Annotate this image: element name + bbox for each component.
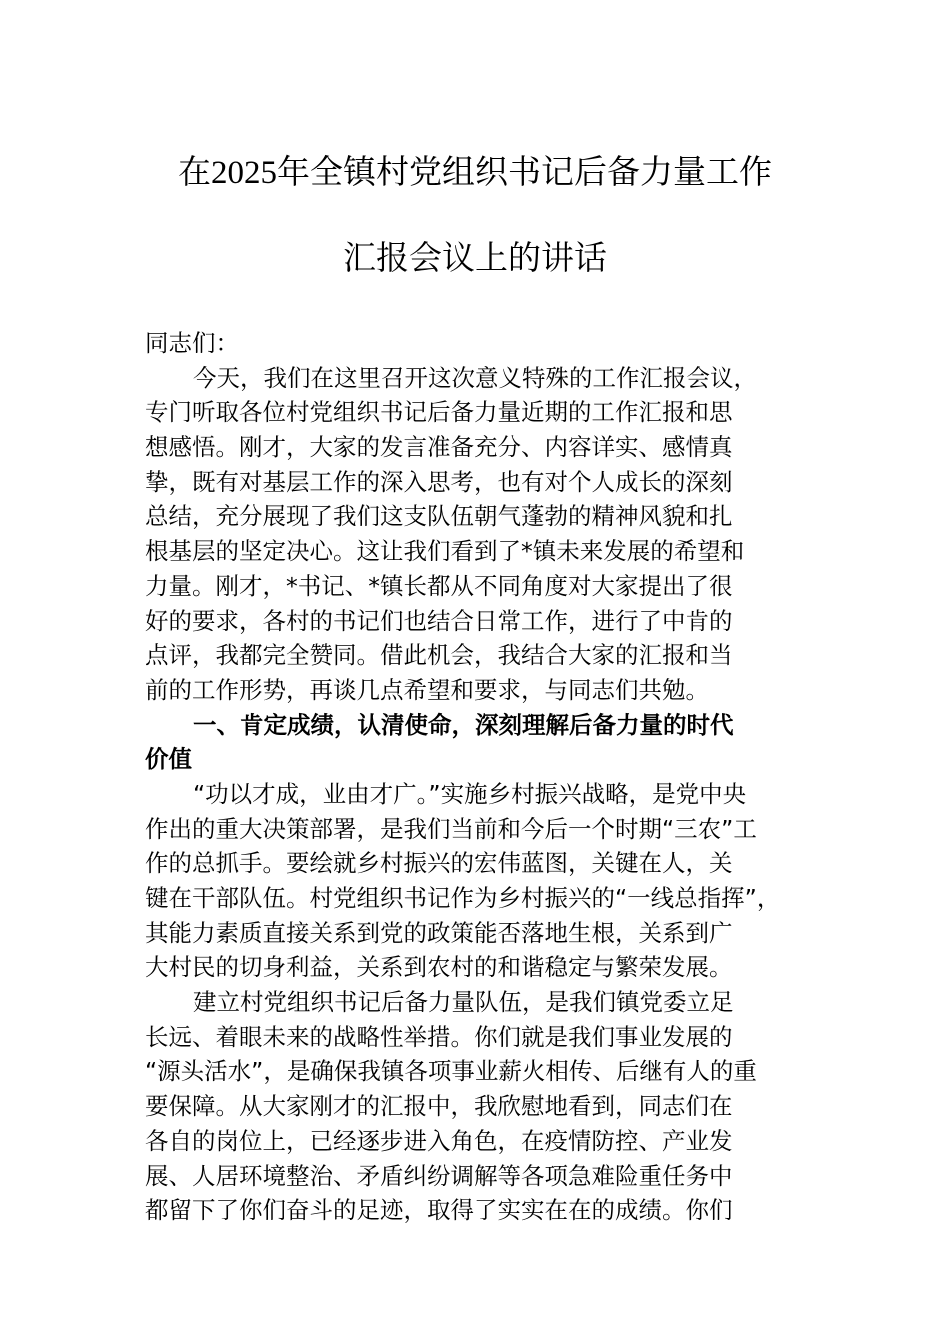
text-line: 展、人居环境整治、矛盾纠纷调解等各项急难险重任务中 bbox=[145, 1161, 733, 1190]
text-line: 长远、着眼未来的战略性举措。你们就是我们事业发展的 bbox=[145, 1022, 733, 1051]
paragraph-2 bbox=[145, 777, 825, 985]
text-line: 要保障。从大家刚才的汇报中，我欣慰地看到，同志们在 bbox=[145, 1092, 733, 1121]
text-line: 今天，我们在这里召开这次意义特殊的工作汇报会议， bbox=[193, 363, 757, 392]
document-title-line-2: 汇报会议上的讲话 bbox=[343, 238, 607, 277]
paragraph-3 bbox=[145, 985, 825, 1228]
paragraph-1 bbox=[145, 361, 825, 708]
title-suffix: 年全镇村党组织书记后备力量工作 bbox=[277, 152, 772, 191]
document-body bbox=[145, 326, 825, 1228]
text-line: “功以才成，业由才广。”实施乡村振兴战略，是党中央 bbox=[193, 779, 747, 808]
title-prefix: 在 bbox=[178, 152, 211, 191]
text-line: 大村民的切身利益，关系到农村的和谐稳定与繁荣发展。 bbox=[145, 953, 733, 982]
text-line: 建立村党组织书记后备力量队伍，是我们镇党委立足 bbox=[193, 988, 734, 1017]
text-line: 键在干部队伍。村党组织书记作为乡村振兴的“一线总指挥”， bbox=[145, 884, 781, 912]
text-line: 各自的岗位上，已经逐步进入角色，在疫情防控、产业发 bbox=[145, 1126, 733, 1155]
text-line: 好的要求，各村的书记们也结合日常工作，进行了中肯的 bbox=[145, 606, 733, 635]
text-line: 作出的重大决策部署，是我们当前和今后一个时期“三农”工 bbox=[145, 814, 757, 843]
section-1-heading bbox=[145, 708, 825, 777]
text-line: 总结，充分展现了我们这支队伍朝气蓬勃的精神风貌和扎 bbox=[145, 502, 733, 531]
text-line: 想感悟。刚才，大家的发言准备充分、内容详实、感情真 bbox=[145, 433, 733, 462]
text-line: 专门听取各位村党组织书记后备力量近期的工作汇报和思 bbox=[145, 398, 733, 427]
text-line: “源头活水”，是确保我镇各项事业薪火相传、后继有人的重 bbox=[145, 1057, 757, 1086]
document-title-line-1 bbox=[0, 150, 950, 195]
salutation: 同志们： bbox=[145, 329, 239, 357]
text-line: 都留下了你们奋斗的足迹，取得了实实在在的成绩。你们 bbox=[145, 1196, 733, 1225]
title-year: 2025 bbox=[211, 155, 277, 191]
text-line: 挚，既有对基层工作的深入思考，也有对个人成长的深刻 bbox=[145, 467, 733, 496]
text-line: 力量。刚才，*书记、*镇长都从不同角度对大家提出了很 bbox=[145, 571, 733, 600]
heading-line: 价值 bbox=[145, 745, 192, 774]
heading-line: 一、肯定成绩，认清使命，深刻理解后备力量的时代 bbox=[193, 710, 734, 739]
text-line: 前的工作形势，再谈几点希望和要求，与同志们共勉。 bbox=[145, 675, 709, 704]
text-line: 其能力素质直接关系到党的政策能否落地生根，关系到广 bbox=[145, 918, 733, 947]
text-line: 点评，我都完全赞同。借此机会，我结合大家的汇报和当 bbox=[145, 641, 733, 670]
text-line: 根基层的坚定决心。这让我们看到了*镇未来发展的希望和 bbox=[145, 537, 745, 566]
text-line: 作的总抓手。要绘就乡村振兴的宏伟蓝图，关键在人，关 bbox=[145, 849, 733, 878]
